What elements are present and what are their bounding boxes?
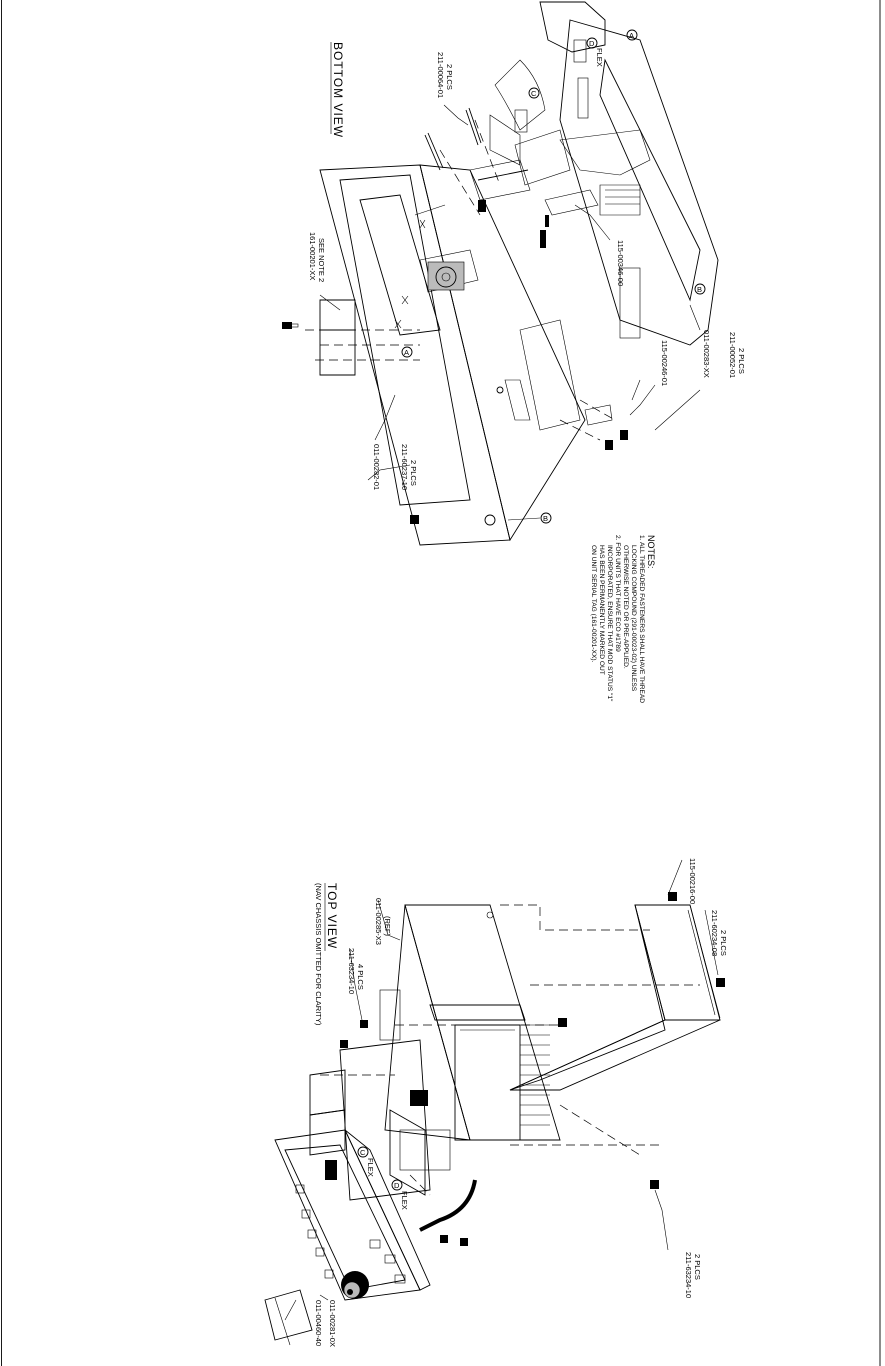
top-leaders	[285, 860, 718, 1320]
tc1-part-label: 115-00216-00	[688, 858, 697, 905]
screw-top-4	[340, 1020, 368, 1048]
card-011-00460-40	[265, 1290, 312, 1345]
screw-bottom-2	[410, 515, 419, 524]
marker-a-top	[627, 30, 637, 40]
top-view-subtitle: (NAV CHASSIS OMITTED FOR CLARITY)	[314, 883, 323, 1026]
marker-b-bottom	[541, 513, 551, 523]
tc4-part-label: 211-63234-10	[347, 948, 356, 995]
connector-pin-row	[520, 1025, 550, 1125]
bottom-view-title: BOTTOM VIEW	[331, 42, 345, 139]
flex-cable	[420, 1180, 475, 1230]
note2-line2: INCORPORATED, ENSURE THAT MOD STATUS "1"	[606, 545, 613, 702]
svg-text:A: A	[629, 31, 635, 40]
svg-text:FLEX: FLEX	[400, 1191, 409, 1210]
cover-plate-115-00216	[510, 905, 720, 1090]
tc2-part-label: 211-60234-08	[710, 910, 719, 957]
screw-bottom-3	[605, 430, 628, 450]
notes-block	[590, 535, 656, 703]
screw-top-3	[558, 1018, 567, 1027]
svg-text:B: B	[697, 285, 703, 294]
svg-text:A: A	[404, 348, 410, 357]
screw-top-1	[668, 892, 677, 901]
svg-text:FLEX: FLEX	[366, 1158, 375, 1177]
bc1-qty-label: 2 PLCS	[445, 64, 454, 90]
svg-text:D: D	[394, 1181, 400, 1190]
note1-line1: 1. ALL THREADED FASTENERS SHALL HAVE THREAD	[638, 535, 645, 704]
screw-top-2	[716, 978, 725, 987]
screw-top-5	[650, 1180, 659, 1189]
bc1-part-label: 211-00064-01	[436, 52, 445, 99]
note2-line1: 2. FOR UNITS THAT HAVE ECO #1789	[614, 535, 621, 652]
top-view-title: TOP VIEW	[325, 883, 339, 950]
screw-bottom-1	[282, 322, 298, 329]
note1-line3: OTHERWISE NOTED OR PRE-APPLIED.	[622, 545, 629, 669]
tc3-ref-label: (REF)	[383, 916, 392, 936]
svg-text:B: B	[543, 514, 549, 523]
bc3-part-label: 115-00346-00	[616, 240, 625, 287]
serial-tag-161-00201	[320, 300, 355, 375]
screw-bottom-4	[585, 405, 612, 425]
tc5-part-label: 211-63234-10	[684, 1252, 693, 1299]
flex-ribbon-parts	[470, 160, 598, 227]
tc7-part-label: 011-00460-40	[314, 1300, 323, 1347]
bc7-qty-label: 2 PLCS	[409, 460, 418, 486]
tc2-qty-label: 2 PLCS	[719, 930, 728, 956]
svg-text:C: C	[360, 1148, 366, 1157]
svg-text:C: C	[531, 89, 537, 98]
marker-b-right	[695, 284, 705, 294]
note1-line2: LOCKING COMPOUND (291-00023-02) UNLESS	[630, 545, 637, 692]
note2-line3: HAS BEEN PERMANENTLY MARKED OUT	[598, 545, 605, 675]
bc4-part-label: 211-00052-01	[728, 332, 737, 379]
bc7-part-label: 211-60237-10	[400, 444, 409, 491]
bc4-qty-label: 2 PLCS	[737, 348, 746, 374]
top-assembly-lines	[320, 905, 700, 1195]
tc6-part-label: 011-00281-0X	[328, 1300, 337, 1347]
bc6-part-label: 115-00246-01	[660, 340, 669, 387]
bc5-part-label: 011-00283-XX	[702, 330, 711, 378]
svg-text:FLEX: FLEX	[595, 48, 604, 67]
marker-c-top-view	[358, 1147, 375, 1177]
notes-heading: NOTES:	[646, 535, 656, 569]
bc8-part-label: 011-00282-01	[372, 444, 381, 491]
screw-top-6	[440, 1235, 468, 1246]
svg-text:D: D	[589, 39, 595, 48]
tc3-part-label: 011-00285-X3	[374, 898, 383, 945]
marker-d-top	[587, 38, 604, 67]
marker-a-mid	[402, 347, 412, 357]
marker-c-bottom	[529, 88, 539, 98]
tc5-qty-label: 2 PLCS	[693, 1254, 702, 1280]
bc2-part-label: 161-00201-XX	[308, 232, 317, 281]
top-view	[265, 858, 728, 1347]
front-bezel-011-00281	[275, 1130, 430, 1300]
note2-line4: ON UNIT SERIAL TAG (161-00201-XX).	[590, 545, 597, 663]
bottom-view	[282, 2, 746, 545]
tc4-qty-label: 4 PLCS	[356, 964, 365, 990]
screw-bottom-5	[425, 108, 481, 170]
bc2-note-label: SEE NOTE 2	[317, 238, 326, 283]
